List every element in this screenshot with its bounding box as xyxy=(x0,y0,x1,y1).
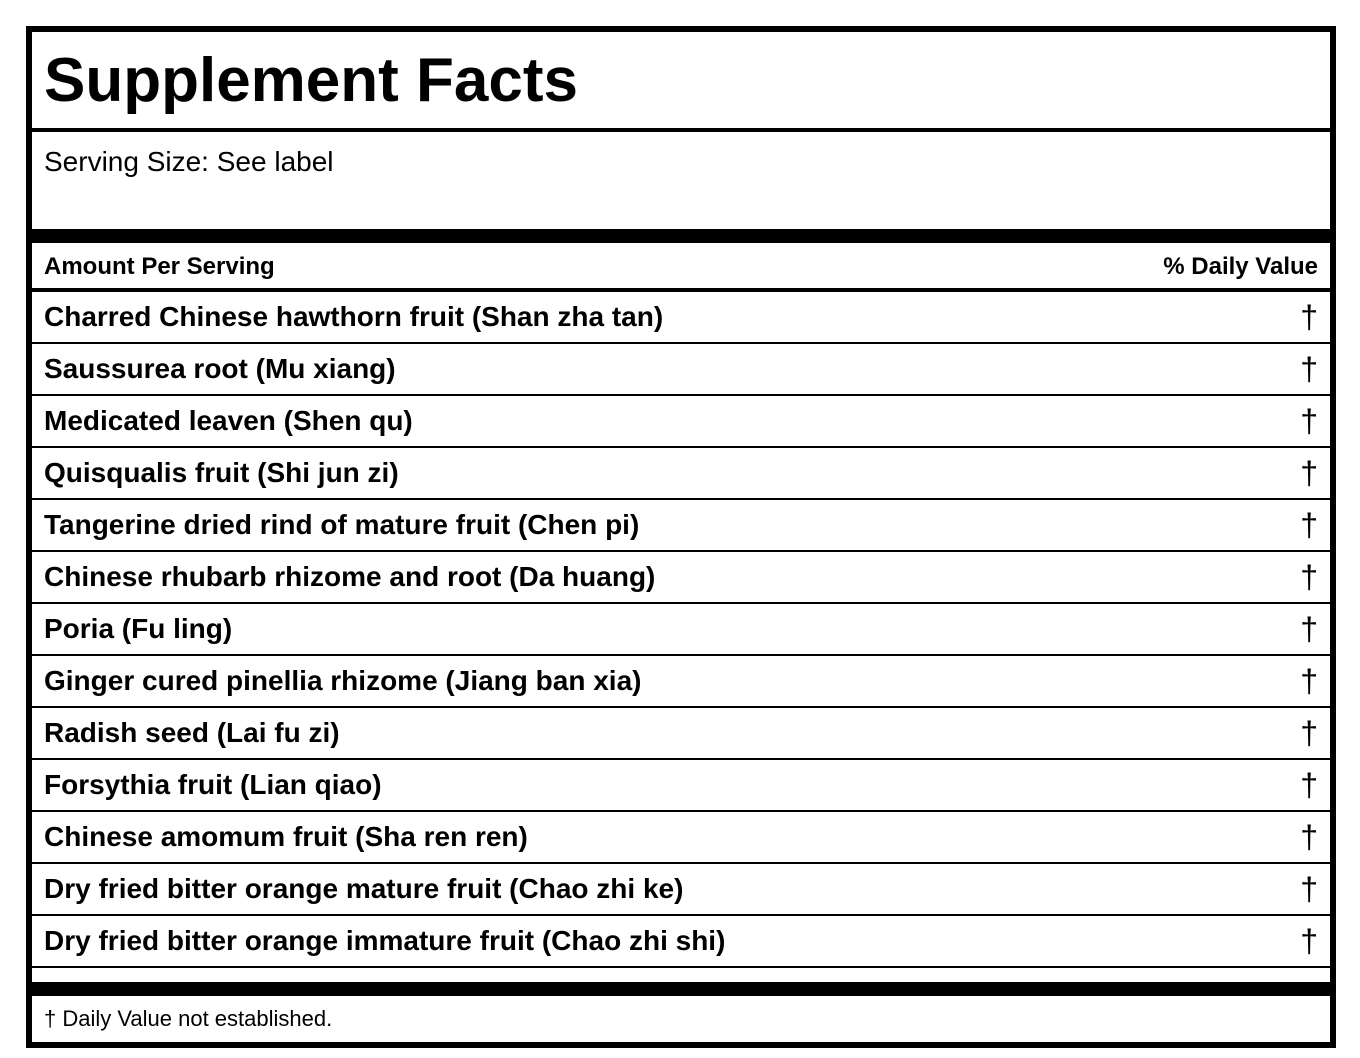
daily-value-dagger: † xyxy=(1300,922,1318,959)
ingredient-row xyxy=(32,604,1330,656)
ingredient-row xyxy=(32,396,1330,448)
daily-value-dagger: † xyxy=(1300,818,1318,855)
ingredient-row xyxy=(32,760,1330,812)
ingredient-name: Radish seed (Lai fu zi) xyxy=(44,717,340,748)
daily-value-dagger: † xyxy=(1300,558,1318,595)
ingredient-row xyxy=(32,344,1330,396)
daily-value-dagger: † xyxy=(1300,298,1318,335)
column-header-row xyxy=(44,255,1318,279)
ingredient-row xyxy=(32,448,1330,500)
daily-value-dagger: † xyxy=(1300,662,1318,699)
amount-per-serving-header: Amount Per Serving xyxy=(44,253,275,280)
ingredient-row xyxy=(32,552,1330,604)
thick-divider-bottom xyxy=(32,982,1330,996)
ingredient-row xyxy=(32,812,1330,864)
daily-value-dagger: † xyxy=(1300,350,1318,387)
ingredient-row xyxy=(32,500,1330,552)
ingredient-name: Chinese rhubarb rhizome and root (Da huang) xyxy=(44,561,656,592)
ingredient-name: Charred Chinese hawthorn fruit (Shan zha tan) xyxy=(44,301,664,332)
daily-value-dagger: † xyxy=(1300,766,1318,803)
daily-value-dagger: † xyxy=(1300,506,1318,543)
serving-size: Serving Size: See label xyxy=(44,146,334,177)
daily-value-dagger: † xyxy=(1300,454,1318,491)
ingredient-name: Ginger cured pinellia rhizome (Jiang ban xia) xyxy=(44,665,642,696)
supplement-facts-panel xyxy=(26,26,1336,1048)
ingredient-name: Forsythia fruit (Lian qiao) xyxy=(44,769,382,800)
ingredient-row xyxy=(32,708,1330,760)
footnote: † Daily Value not established. xyxy=(44,1006,333,1031)
ingredient-list xyxy=(32,292,1330,968)
ingredient-name: Dry fried bitter orange mature fruit (Chao zhi ke) xyxy=(44,873,684,904)
title-divider xyxy=(32,128,1330,132)
ingredient-row xyxy=(32,656,1330,708)
thick-divider-top xyxy=(32,229,1330,243)
daily-value-dagger: † xyxy=(1300,870,1318,907)
daily-value-header: % Daily Value xyxy=(1163,253,1318,280)
ingredient-row xyxy=(32,864,1330,916)
daily-value-dagger: † xyxy=(1300,610,1318,647)
panel-title: Supplement Facts xyxy=(44,46,578,115)
ingredient-name: Dry fried bitter orange immature fruit (Chao zhi shi) xyxy=(44,925,726,956)
ingredient-name: Tangerine dried rind of mature fruit (Chen pi) xyxy=(44,509,640,540)
ingredient-name: Quisqualis fruit (Shi jun zi) xyxy=(44,457,399,488)
ingredient-name: Poria (Fu ling) xyxy=(44,613,233,644)
ingredient-name: Saussurea root (Mu xiang) xyxy=(44,353,396,384)
ingredient-row xyxy=(32,916,1330,968)
ingredient-name: Medicated leaven (Shen qu) xyxy=(44,405,413,436)
ingredient-name: Chinese amomum fruit (Sha ren ren) xyxy=(44,821,528,852)
daily-value-dagger: † xyxy=(1300,714,1318,751)
daily-value-dagger: † xyxy=(1300,402,1318,439)
ingredient-row xyxy=(32,292,1330,344)
